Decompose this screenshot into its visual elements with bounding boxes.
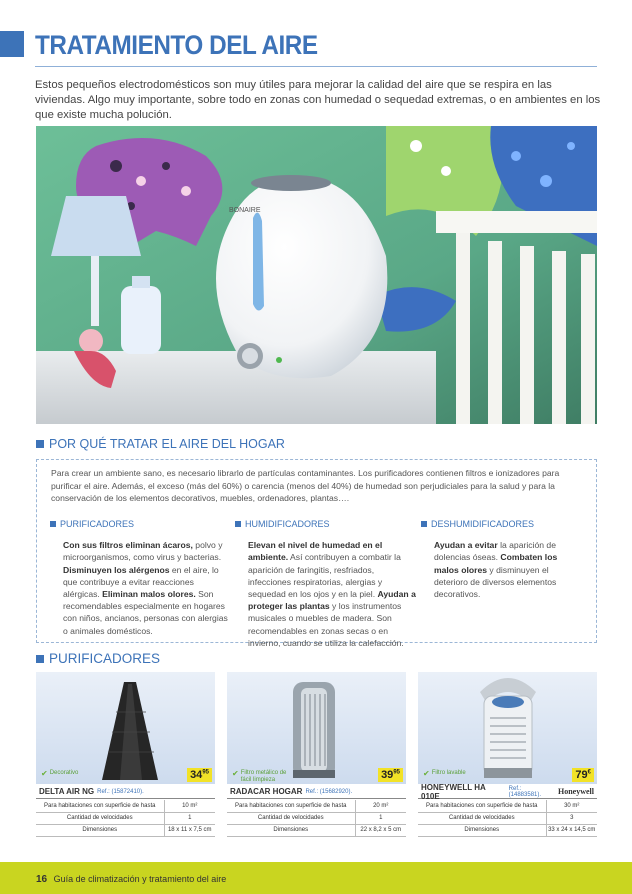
- bold-text: Eliminan malos olores.: [102, 589, 196, 600]
- body-text: Son recomendables especialmente en hogares con niños, ancianos, personas con alergias o animales domésticos.: [63, 589, 228, 636]
- spec-value: 1: [355, 812, 406, 824]
- spec-table: [36, 800, 215, 837]
- hero-illustration: [36, 126, 597, 424]
- column-text: [434, 539, 584, 600]
- price-dec: 95: [202, 769, 209, 776]
- table-row: [36, 800, 215, 812]
- body-text: en el aire, lo que contribuye a evitar reacciones alérgicas.: [63, 564, 219, 600]
- spec-value: 1: [164, 812, 215, 824]
- table-row: [227, 812, 406, 824]
- feature-text: Filtro metálico de fácil limpieza: [240, 770, 287, 783]
- product-feature: [232, 770, 287, 784]
- table-row: [227, 824, 406, 836]
- price-dec: €: [587, 769, 591, 776]
- spec-label: Cantidad de velocidades: [418, 812, 546, 824]
- spec-label: Para habitaciones con superficie de hasta: [418, 800, 546, 812]
- product-image: [418, 672, 597, 784]
- heading-square-icon: [50, 521, 56, 527]
- title-divider: [35, 66, 597, 67]
- section-heading-products-label: PURIFICADORES: [49, 651, 161, 666]
- spec-label: Para habitaciones con superficie de hasta: [36, 800, 164, 812]
- spec-label: Dimensiones: [36, 824, 164, 836]
- bold-text: Ayudan a evitar: [434, 540, 498, 551]
- product-ref: Ref.: (15872410).: [97, 788, 144, 795]
- body-text: Así contribuyen a combatir la aparición de faringitis, resfriados, infecciones respiratorias, alergias y sequedad en los ojos y en la piel.: [248, 552, 401, 600]
- column-purificadores: [60, 518, 233, 637]
- table-row: [418, 824, 597, 836]
- check-icon: ✔: [41, 769, 48, 778]
- column-text: [248, 539, 418, 649]
- spec-label: Para habitaciones con superficie de hasta: [227, 800, 355, 812]
- table-row: [36, 812, 215, 824]
- spec-label: Cantidad de velocidades: [227, 812, 355, 824]
- spec-value: 3: [546, 812, 597, 824]
- bold-text: Disminuyen los alérgenos: [63, 564, 170, 575]
- product-name: DELTA AIR NG: [39, 787, 95, 796]
- column-text: [63, 539, 233, 637]
- product-ref: Ref.: (14883581).: [508, 785, 542, 798]
- page-title: TRATAMIENTO DEL AIRE: [35, 30, 318, 60]
- section-heading-why: [36, 437, 285, 451]
- column-heading: [421, 518, 584, 530]
- hero-brand-text: BONAIRE: [229, 207, 261, 214]
- column-heading-label: HUMIDIFICADORES: [245, 519, 330, 529]
- product-illustration: [418, 672, 597, 784]
- column-heading-label: PURIFICADORES: [60, 519, 135, 529]
- price-tag: [378, 768, 403, 782]
- heading-square-icon: [421, 521, 427, 527]
- spec-label: Cantidad de velocidades: [36, 812, 164, 824]
- spec-value: 33 x 24 x 14,5 cm: [546, 824, 597, 836]
- footer-caption: Guía de climatización y tratamiento del aire: [53, 874, 227, 884]
- column-humidificadores: [245, 518, 418, 649]
- spec-table: [227, 800, 406, 837]
- page-footer: [0, 862, 632, 894]
- spec-value: 20 m²: [355, 800, 406, 812]
- column-heading: [50, 518, 233, 530]
- product-feature: [423, 770, 466, 777]
- section-heading-why-label: POR QUÉ TRATAR EL AIRE DEL HOGAR: [49, 437, 285, 451]
- product-card-honeywell[interactable]: [418, 672, 597, 840]
- body-text: y disminuyen el deterioro de diversos elementos decorativos.: [434, 564, 557, 600]
- spec-table: [418, 800, 597, 837]
- column-heading-label: DESHUMIDIFICADORES: [431, 519, 535, 529]
- table-row: [227, 800, 406, 812]
- footer-text: [36, 874, 226, 885]
- feature-text: Decorativo: [49, 770, 79, 776]
- spec-value: 18 x 11 x 7,5 cm: [164, 824, 215, 836]
- body-text: la aparición de dolencias óseas.: [434, 540, 556, 563]
- bold-text: Con sus filtros eliminan ácaros,: [63, 540, 193, 551]
- product-name-row: [418, 782, 597, 801]
- feature-text: Filtro lavable: [431, 770, 466, 776]
- price-int: 34: [190, 769, 203, 781]
- bold-text: Ayudan a proteger las plantas: [248, 589, 416, 612]
- heading-square-icon: [235, 521, 241, 527]
- product-name: RADACAR HOGAR: [230, 787, 303, 796]
- price-int: 79: [575, 769, 588, 781]
- table-row: [418, 812, 597, 824]
- spec-label: Dimensiones: [418, 824, 546, 836]
- price-dec: 95: [393, 769, 400, 776]
- spec-value: 22 x 8,2 x 5 cm: [355, 824, 406, 836]
- spec-value: 10 m²: [164, 800, 215, 812]
- heading-square-icon: [36, 655, 44, 663]
- intro-paragraph: Estos pequeños electrodomésticos son muy útiles para mejorar la calidad del aire que se respira en las viviendas. Algo muy importante, sobre todo en zonas con humedad o sequedad extremas, o en ambientes en los que existe mucha polución.: [35, 79, 601, 121]
- section-heading-products: [36, 651, 160, 666]
- product-ref: Ref.: (15682920).: [305, 788, 353, 795]
- table-row: [418, 800, 597, 812]
- why-paragraph: Para crear un ambiente sano, es necesario librarlo de partículas contaminantes. Los purificadores contienen filtros e ionizadores para purificar el aire. Además, el exceso (más del 60%) o carencia (menos del 40%) de humedad son perjudiciales para la salud y para la conservación de los elementos decorativos, muebles, ordenadores, plantas….: [51, 468, 560, 503]
- product-card-delta-air[interactable]: [36, 672, 215, 840]
- hero-image: [36, 126, 597, 424]
- price-tag: [572, 768, 594, 782]
- body-text: polvo y microorganismos, como virus y bacterias.: [63, 540, 223, 563]
- check-icon: ✔: [232, 769, 239, 778]
- brand-logo: Honeywell: [558, 787, 594, 796]
- title-accent-block: [0, 31, 24, 57]
- product-feature: [41, 770, 78, 777]
- heading-square-icon: [36, 440, 44, 448]
- spec-label: Dimensiones: [227, 824, 355, 836]
- table-row: [36, 824, 215, 836]
- product-name-row: [36, 785, 215, 799]
- price-tag: [187, 768, 212, 782]
- bold-text: Elevan el nivel de humedad en el ambiente.: [248, 540, 383, 563]
- bold-text: Combaten los malos olores: [434, 552, 558, 575]
- check-icon: ✔: [423, 769, 430, 778]
- spec-value: 30 m²: [546, 800, 597, 812]
- body-text: y los instrumentos musicales o muebles de madera. Son recomendables en zonas secas o en invierno, cuando se utiliza la calefacción.: [248, 601, 404, 648]
- page-number: 16: [36, 874, 48, 885]
- column-deshumidificadores: [431, 518, 584, 600]
- product-name-row: [227, 785, 406, 799]
- product-name: HONEYWELL HA 010E: [421, 782, 486, 801]
- price-int: 39: [381, 769, 394, 781]
- column-heading: [235, 518, 418, 530]
- product-card-radacar[interactable]: [227, 672, 406, 840]
